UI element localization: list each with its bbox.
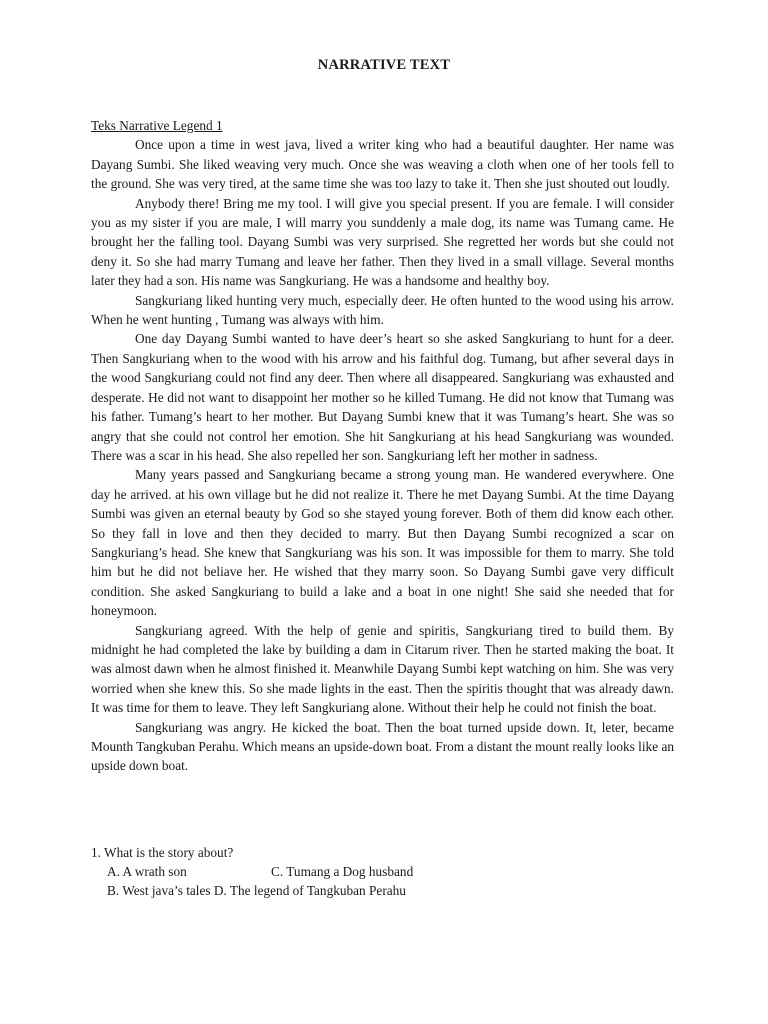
document-body bbox=[91, 116, 674, 776]
paragraph-5: Many years passed and Sangkuriang became a strong young man. He wandered everywhere. One day he arrived. at his own village but he did not realize it. There he met Dayang Sumbi. At the time Dayang Sumbi was given an eternal beauty by God so she stayed young forever. Both of them did know each other. So they fall in love and then they decided to marry. But then Dayang Sumbi recognized a scar on Sangkuriang’s head. She knew that Sangkuriang was his son. It was impossible for them to marry. She told him but he did not beliave her. He wished that they marry soon. So Dayang Sumbi gave very difficult condition. She asked Sangkuriang to build a lake and a boat in one night! She said she needed that for honeymoon. bbox=[91, 467, 674, 619]
paragraph-1: Once upon a time in west java, lived a writer king who had a beautiful daughter. Her name was Dayang Sumbi. She liked weaving very much. Once she was weaving a cloth when one of her tools fell to the ground. She was very tired, at the same time she was too lazy to take it. Then she just shouted out loudly. bbox=[91, 137, 674, 192]
paragraph-3: Sangkuriang liked hunting very much, especially deer. He often hunted to the wood using his arrow. When he went hunting , Tumang was always with him. bbox=[91, 292, 674, 328]
option-c: C. Tumang a Dog husband bbox=[271, 864, 414, 879]
paragraph-7: Sangkuriang was angry. He kicked the boat. Then the boat turned upside down. It, leter, became Mounth Tangkuban Perahu. Which means an upside-down boat. From a distant the mount really looks like an upside down boat. bbox=[91, 719, 674, 774]
paragraph-2: Anybody there! Bring me my tool. I will give you special present. If you are female. I will consider you as my sister if you are male, I will marry you sunddenly a male dog, its name was Tumang came. He brought her the falling tool. Dayang Sumbi was very surprised. She regretted her words but she could not deny it. So she had marry Tumang and leave her father. Then they lived in a small village. Several months later they had a son. His name was Sangkuriang. He was a handsome and healthy boy. bbox=[91, 195, 674, 289]
document-title: NARRATIVE TEXT bbox=[317, 57, 451, 73]
section-heading: Teks Narrative Legend 1 bbox=[91, 118, 223, 133]
paragraph-6: Sangkuriang agreed. With the help of genie and spiritis, Sangkuriang tired to build them. By midnight he had completed the lake by building a dam in Citarum river. Then he started making the boat. It was almost dawn when he almost finished it. Meanwhile Dayang Sumbi kept watching on him. She was very worried when she knew this. So she made lights in the east. Then the spiritis thought that was already dawn. It was time for them to leave. They left Sangkuriang alone. Without their help he could not finish the boat. bbox=[91, 622, 674, 716]
question-text: 1. What is the story about? bbox=[91, 845, 234, 860]
option-a: A. A wrath son bbox=[107, 864, 187, 879]
paragraph-4: One day Dayang Sumbi wanted to have deer’s heart so she asked Sangkuriang to hunt for a deer. Then Sangkuriang when to the wood with his arrow and his faithful dog. Tumang, but afher several days in the wood Sangkuriang could not find any deer. Then where all disappeared. Sangkuriang was exhausted and desperate. He did not want to disappoint her mother so he killed Tumang. He did not know that Tumang was his father. Tumang’s heart to her mother. But Dayang Sumbi knew that it was Tumang’s heart. She was so angry that she could not control her emotion. She hit Sangkuriang at his head Sangkuriang was wounded. There was a scar in his head. She also repelled her son. Sangkuriang left her mother in sadness. bbox=[91, 331, 674, 463]
option-b-and-d: B. West java’s tales D. The legend of Tangkuban Perahu bbox=[107, 883, 406, 899]
